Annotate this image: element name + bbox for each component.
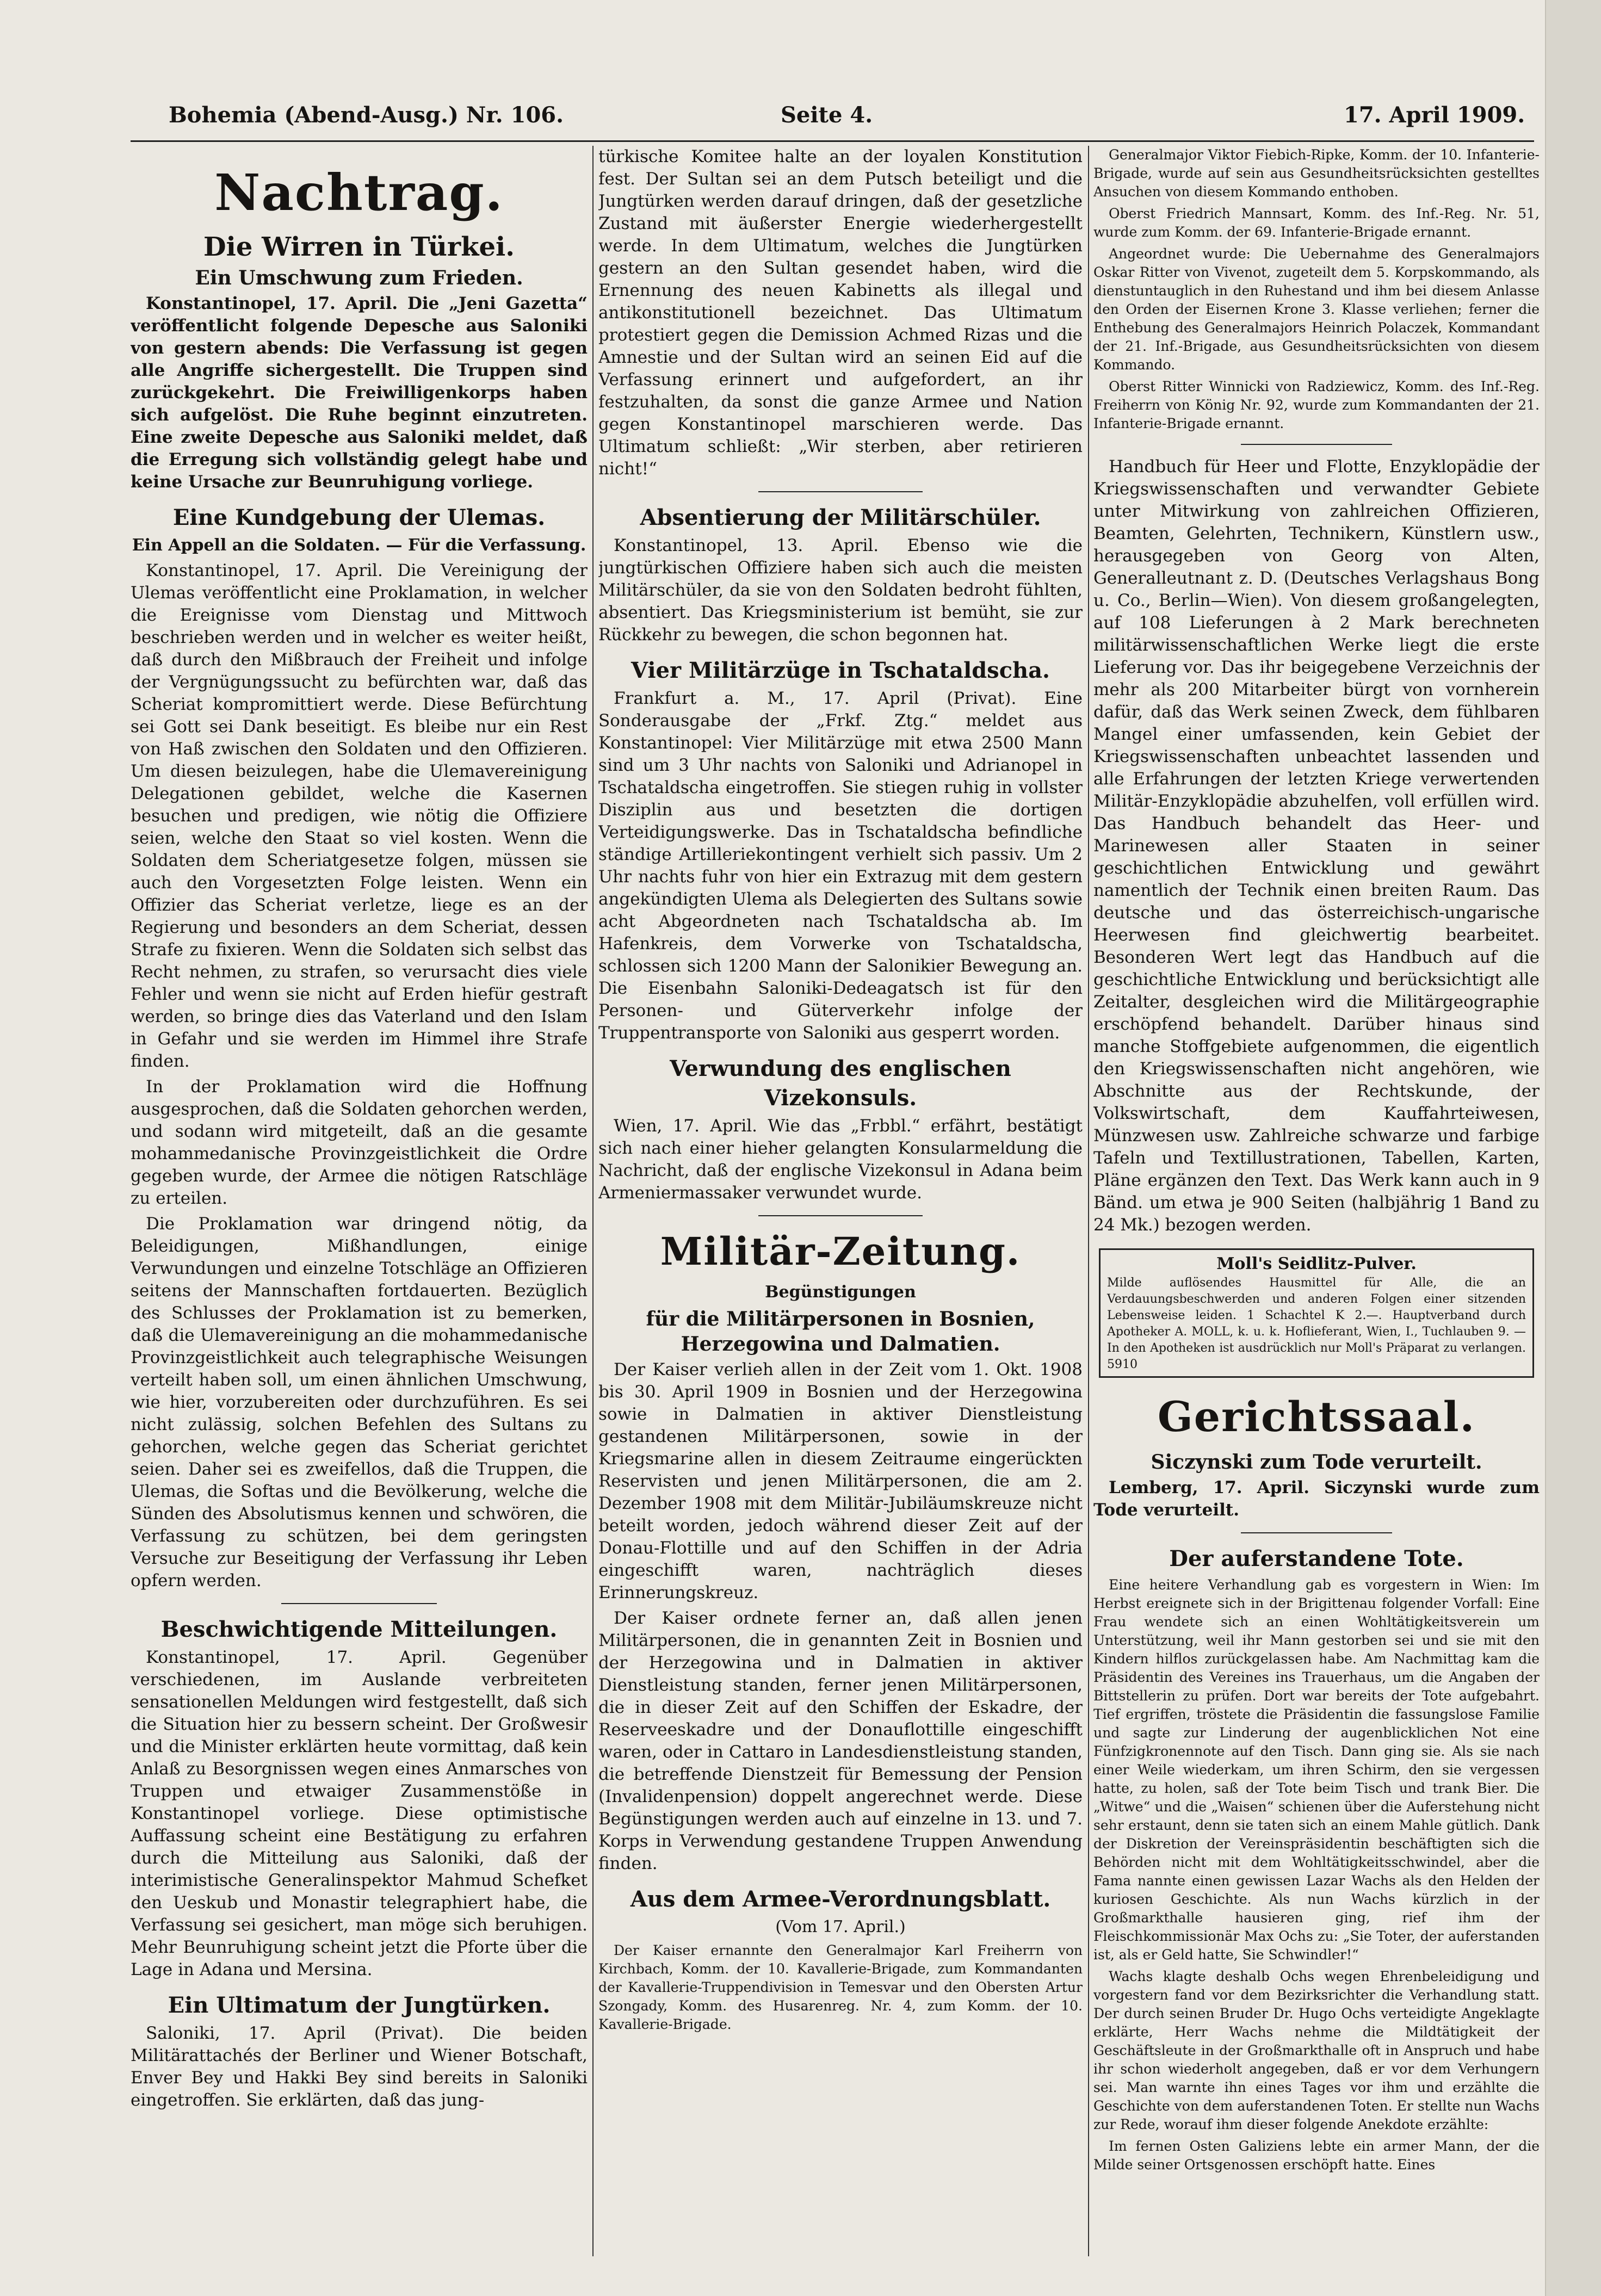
article-title: Aus dem Armee-Verordnungsblatt. xyxy=(630,1886,1051,1912)
article-paragraph: Lemberg, 17. April. Siczynski wurde zum Tode verurteilt. xyxy=(1093,1478,1540,1520)
article-paragraph: Der Kaiser verlieh allen in der Zeit vom 1. Okt. 1908 bis 30. April 1909 in Bosnien und der Herzegowina sowie in Dalmatien in aktiver Dienstleistung gestandenen Militärpersonen, sowie in der Kriegsmarine allen in diesem Zeitraume eingerückten Reservisten und jenen Militärpersonen, die am 2. Dezember 1908 mit dem Militär-Jubiläumskreuze nicht beteilt worden, jedoch während dieser Zeit auf der Donau-Flottille und auf den Schiffen in der Adria eingeschifft waren, nachträglich dieses Erinnerungskreuz. xyxy=(598,1360,1083,1602)
article-paragraph: Die Proklamation war dringend nötig, da Beleidigungen, Mißhandlungen, einige Verwundungen und einzelne Totschläge an Offizieren seitens der Mannschaften fortdauerten. Bezüglich des Schlusses der Proklamation ist zu bemerken, daß die Ulemavereinigung an die mohammedanische Provinzgeistlichkeit auch telegraphische Weisungen verteilt haben soll, um einen ähnlichen Umschwung, wie hier, vorzubereiten oder durchzuführen. Es sei nicht zulässig, solchen Befehlen des Sultans zu gehorchen, welche gegen das Scheriat gerichtet seien. Daher sei es zweifellos, daß die Truppen, die Ulemas, die Softas und die Bevölkerung, welche die Sünden des Absolutismus kennen und schwören, die Verfassung zu schützen, bei dem geringsten Versuche zur Beseitigung der Verfassung ihr Leben opfern werden. xyxy=(131,1214,588,1591)
column-rule xyxy=(592,146,594,2256)
article-date: (Vom 17. April.) xyxy=(775,1917,906,1936)
page-margin xyxy=(1545,0,1601,2296)
advertisement-title: Moll's Seidlitz-Pulver. xyxy=(1216,1254,1417,1273)
article-title: Siczynski zum Tode verurteilt. xyxy=(1151,1451,1482,1474)
article-paragraph: Der Kaiser ernannte den Generalmajor Karl Freiherrn von Kirchbach, Komm. der 10. Kavallerie-Brigade, zum Kommandanten der Kavallerie-Truppendivision in Temesvar und den Obersten Artur Szongady, Komm. des Husarenreg. Nr. 4, zum Komm. der 10. Kavallerie-Brigade. xyxy=(598,1942,1083,2032)
article-paragraph: Saloniki, 17. April (Privat). Die beiden Militärattachés der Berliner und Wiener Botschaft, Enver Bey und Hakki Bey sind bereits in Saloniki eingetroffen. Sie erklärten, daß das jung- xyxy=(131,2023,588,2110)
article-paragraph: In der Proklamation wird die Hoffnung ausgesprochen, daß die Soldaten gehorchen werden, und sodann wird mitgeteilt, daß an die gesamte mohammedanische Provinzgeistlichkeit die Ordre gegeben wurde, der Armee die nötigen Ratschläge zu erteilen. xyxy=(131,1077,588,1208)
article-paragraph: Konstantinopel, 17. April. Die „Jeni Gazetta“ veröffentlicht folgende Depesche aus Saloniki von gestern abends: Die Verfassung ist gegen alle Angriffe sichergestellt. Die Truppen sind zurückgekehrt. Die Freiwilligenkorps haben sich aufgelöst. Die Ruhe beginnt einzutreten. Eine zweite Depesche aus Saloniki meldet, daß die Erregung sich vollständig gelegt habe und keine Ursache zur Beunruhigung vorliege. xyxy=(131,294,588,492)
article-paragraph: Oberst Ritter Winnicki von Radziewicz, Komm. des Inf.-Reg. Freiherrn von König Nr. 92, wurde zum Kommandanten der 21. Infanterie-Brigade ernannt. xyxy=(1093,379,1540,431)
article-subtitle: Begünstigungen xyxy=(765,1283,916,1302)
article-paragraph: türkische Komitee halte an der loyalen Konstitution fest. Der Sultan sei an dem Putsch beteiligt und die Jungtürken werden darauf dringen, daß der gesetzliche Zustand mit äußerster Energie wiederhergestellt werde. In dem Ultimatum, welches die Jungtürken gestern an den Sultan gesendet haben, wird die Ernennung des neuen Kabinetts als illegal und antikonstitutionell bezeichnet. Das Ultimatum protestiert gegen die Demission Achmed Rizas und die Amnestie und der Sultan wird an seinen Eid auf die Verfassung erinnert und aufgefordert, an ihr festzuhalten, da sonst die ganze Armee und Nation gegen Konstantinopel marschieren werde. Das Ultimatum schließt: „Wir sterben, aber retirieren nicht!“ xyxy=(598,147,1083,479)
article-paragraph: Konstantinopel, 13. April. Ebenso wie die jungtürkischen Offiziere haben sich auch die meisten Militärschüler, da sie von den Soldaten bedroht fühlten, absentiert. Das Kriegsministerium ist bemüht, sie zur Rückkehr zu bewegen, die schon begonnen hat. xyxy=(598,536,1083,645)
advertisement-box xyxy=(1099,1248,1534,1378)
article-paragraph: Angeordnet wurde: Die Uebernahme des Generalmajors Oskar Ritter von Vivenot, zugeteilt dem 5. Korpskommando, als dienstuntauglich in den Ruhestand und ihm bei diesem Anlasse den Orden der Eisernen Krone 3. Klasse verliehen; ferner die Enthebung des Generalmajors Heinrich Polaczek, Kommandant der 21. Inf.-Brigade, aus Gesundheitsrücksichten von diesem Kommando. xyxy=(1093,246,1540,373)
article-title: für die Militärpersonen in Bosnien, Herzegowina und Dalmatien. xyxy=(646,1308,1035,1356)
column-3 xyxy=(1093,146,1540,2267)
article-paragraph: Generalmajor Viktor Fiebich-Ripke, Komm. der 10. Infanterie-Brigade, wurde auf sein aus Gesundheitsrücksichten gestelltes Ansuchen von diesem Kommando enthoben. xyxy=(1093,147,1540,200)
article-paragraph: Oberst Friedrich Mannsart, Komm. des Inf.-Reg. Nr. 51, wurde zum Komm. der 69. Infanterie-Brigade ernannt. xyxy=(1093,206,1540,240)
article-paragraph: Wien, 17. April. Wie das „Frbbl.“ erfährt, bestätigt sich nach einer hieher gelangten Konsularmeldung die Nachricht, daß der englische Vizekonsul in Adana beim Armeniermassaker verwundet wurde. xyxy=(598,1116,1083,1203)
article-paragraph: Eine heitere Verhandlung gab es vorgestern in Wien: Im Herbst ereignete sich in der Brigittenau folgender Vorfall: Eine Frau wendete sich an einen Wohltätigkeitsverein um Unterstützung, weil ihr Mann gestorben sei und sie mit den Kindern hilflos zurückgelassen habe. Am Nachmittag kam die Präsidentin des Vereines ins Trauerhaus, um die Angaben der Bittstellerin zu prüfen. Dort war bereits der Tote aufgebahrt. Tief ergriffen, tröstete die Präsidentin die fassungslose Familie und sagte zur Linderung der augenblicklichen Not eine Fünfzigkronennote auf den Tisch. Dann ging sie. Als sie nach einer Weile wiederkam, um ihren Schirm, den sie vergessen hatte, zu holen, saß der Tote beim Tisch und trank Bier. Die „Witwe“ und die „Waisen“ schienen über die Auferstehung nicht sehr erstaunt, denn sie taten sich an einem Mahle gütlich. Dank der Diskretion der Vereinspräsidentin beschäftigten sich die Behörden nicht mit dem Wohltätigkeitsschwindel, aber die Fama nannte einen gewissen Lazar Wachs als den Helden der kuriosen Geschichte. Als nun Wachs kürzlich in der Großmarkthalle hausieren ging, rief ihm der Fleischkommissionär Max Ochs zu: „Sie Toter, der auferstanden ist, als er Geld hatte, Sie Schwindler!“ xyxy=(1093,1577,1540,1963)
header-issue: Bohemia (Abend-Ausg.) Nr. 106. xyxy=(169,102,564,128)
article-paragraph: Konstantinopel, 17. April. Gegenüber verschiedenen, im Auslande verbreiteten sensationellen Meldungen wird festgestellt, daß sich die Situation hier zu bessern scheint. Der Großwesir und die Minister erklärten heute vormittag, daß kein Anlaß zu Besorgnissen wegen eines Anmarsches von Truppen und etwaiger Zusammenstöße in Konstantinopel vorliege. Diese optimistische Auffassung scheint eine Bestätigung zu erfahren durch die Mitteilung aus Saloniki, daß der interimistische Generalinspektor Mahmud Schefket den Ueskub und Monastir telegraphiert habe, die Verfassung sei gesichert, man möge sich beruhigen. Mehr Beunruhigung scheint jetzt die Pforte über die Lage in Adana und Mersina. xyxy=(131,1648,588,1979)
article-title: Vier Militärzüge in Tschataldscha. xyxy=(631,658,1050,683)
article-paragraph: Der Kaiser ordnete ferner an, daß allen jenen Militärpersonen, die in genannten Zeit in Bosnien und der Herzegowina und in Dalmatien in aktiver Dienstleistung standen, ferner jenen Militärpersonen, die in dieser Zeit auf den Schiffen der Eskadre, der Reserveeskadre und der Donauflottille eingeschifft waren, oder in Cattaro in Landesdienstleistung standen, die betreffende Dienstzeit für Bemessung der Pension (Invalidenpension) doppelt angerechnet werde. Diese Begünstigungen werden auch auf einzelne in 13. und 7. Korps in Verwendung gestandene Truppen Anwendung finden. xyxy=(598,1608,1083,1873)
article-paragraph: Handbuch für Heer und Flotte, Enzyklopädie der Kriegswissenschaften und verwandter Gebiete unter Mitwirkung von zahlreichen Offizieren, Beamten, Gelehrten, Technikern, Künstlern usw., herausgegeben von Georg von Alten, Generalleutnant z. D. (Deutsches Verlagshaus Bong u. Co., Berlin—Wien). Von diesem großangelegten, auf 108 Lieferungen à 2 Mark berechneten militärwissenschaftlichen Werke liegt die erste Lieferung vor. Das ihr beigegebene Verzeichnis der mehr als 200 Mitarbeiter bürgt von vornherein dafür, daß das Werk seinen Zweck, dem fühlbaren Mangel einer umfassenden, kein Gebiet der Kriegswissenschaften unbeachtet lassenden und alle Erfahrungen der letzten Kriege verwertenden Militär-Enzyklopädie abzuhelfen, voll erfüllen wird. Das Handbuch behandelt das Heer- und Marinewesen aller Staaten in seiner geschichtlichen Entwicklung und gewährt namentlich der Technik einen breiten Raum. Das deutsche und das österreichisch-ungarische Heerwesen find gleichwertig bearbeitet. Besonderen Wert legt das Handbuch auf die geschichtliche Entwicklung und berücksichtigt alle Zeitalter, desgleichen wird die Militärgeographie erschöpfend behandelt. Darüber hinaus sind manche Stoffgebiete aufgenommen, die eigentlich den Kriegswissenschaften nicht angehören, wie Abschnitte aus der Rechtskunde, der Volkswirtschaft, dem Kauffahrteiwesen, Münzwesen usw. Zahlreiche schwarze und farbige Tafeln und Textillustrationen, Tabellen, Karten, Pläne ergänzen den Text. Das Werk kann auch in 9 Bänd. um etwa je 900 Seiten (halbjährig 1 Band zu 24 Mk.) bezogen werden. xyxy=(1093,457,1540,1235)
separator xyxy=(758,491,923,492)
article-title: Beschwichtigende Mitteilungen. xyxy=(160,1617,558,1642)
separator xyxy=(281,1603,437,1604)
article-title: Verwundung des englischen Vizekonsuls. xyxy=(670,1056,1011,1111)
article-title: Eine Kundgebung der Ulemas. xyxy=(172,505,546,530)
article-paragraph: Frankfurt a. M., 17. April (Privat). Eine Sonderausgabe der „Frkf. Ztg.“ meldet aus Konstantinopel: Vier Militärzüge mit etwa 2500 Mann sind um 3 Uhr nachts von Saloniki und Adrianopel in Tschataldscha eingetroffen. Sie stiegen ruhig in vollster Disziplin aus und besetzten die dortigen Verteidigungswerke. Das in Tschataldscha befindliche ständige Artilleriekontingent verhielt sich passiv. Um 2 Uhr nachts fuhr von hier ein Extrazug mit dem gestern angekündigten Ulema als Delegierten des Sultans sowie acht Abgeordneten nach Tschataldscha ab. Im Hafenkreis, dem Vorwerke von Tschataldscha, schlossen sich 1200 Mann der Salonikier Bewegung an. Die Eisenbahn Saloniki-Dedeagatsch ist für den Personen- und Güterverkehr infolge der Truppentransporte von Saloniki aus gesperrt worden. xyxy=(598,689,1083,1043)
article-paragraph: Im fernen Osten Galiziens lebte ein armer Mann, der die Milde seiner Ortsgenossen erschöpft hatte. Eines xyxy=(1093,2138,1540,2173)
header-date: 17. April 1909. xyxy=(1344,102,1525,128)
article-subtitle: Ein Appell an die Soldaten. — Für die Verfassung. xyxy=(132,536,586,555)
separator xyxy=(1241,444,1393,445)
article-title: Absentierung der Militärschüler. xyxy=(640,505,1041,530)
separator xyxy=(758,1215,923,1216)
article-paragraph: Wachs klagte deshalb Ochs wegen Ehrenbeleidigung und vorgestern fand vor dem Bezirksrichter die Verhandlung statt. Der durch seinen Bruder Dr. Hugo Ochs verteidigte Angeklagte erklärte, Herr Wachs nehme die Mildtätigkeit der Geschäftsleute in der Großmarkthalle oft in Anspruch und habe ihr schon wiederholt angegeben, daß er vor dem Verhungern sei. Man warnte ihn eines Tages vor ihm und erzählte die Geschichte von dem auferstandenen Toten. Er stellte nun Wachs zur Rede, worauf ihm dieser folgende Anekdote erzählte: xyxy=(1093,1969,1540,2132)
column-rule xyxy=(1088,146,1089,2256)
subheadline: Ein Umschwung zum Frieden. xyxy=(195,267,523,289)
headline: Die Wirren in Türkei. xyxy=(203,232,515,262)
article-title: Der auferstandene Tote. xyxy=(1169,1546,1464,1571)
separator xyxy=(1241,1532,1393,1533)
header-rule xyxy=(131,140,1534,142)
column-2 xyxy=(598,146,1083,2267)
article-title: Ein Ultimatum der Jungtürken. xyxy=(168,1992,551,2018)
article-paragraph: Konstantinopel, 17. April. Die Vereinigung der Ulemas veröffentlicht eine Proklamation, in welcher die Ereignisse vom Dienstag und Mittwoch beschrieben werden und in welcher es weiter heißt, daß durch den Mißbrauch der Freiheit und infolge der Vergnügungssucht zu befürchten war, daß das Scheriat kompromittiert werde. Diese Befürchtung sei Gott sei Dank beseitigt. Es bleibe nur ein Rest von Haß zwischen den Soldaten und den Offizieren. Um diesen beizulegen, habe die Ulemavereinigung Delegationen gebildet, welche die Kasernen besuchen und predigen, wie nötig die Offiziere seien, welche den Staat so viel kosten. Wenn die Soldaten dem Scheriatgesetze folgen, müssen sie auch den Vorgesetzten Folge leisten. Wenn ein Offizier das Scheriat verletze, liege es an der Regierung und besonders an dem Scheriat, dessen Strafe zu fixieren. Wenn die Soldaten sich selbst das Recht nehmen, zu strafen, so verursacht dies viele Fehler und wenn sie nicht auf Erden hiefür gestraft werden, so bringe dies das Vaterland und den Islam in Gefahr und sie werden im Himmel ihre Strafe finden. xyxy=(131,561,588,1071)
column-1 xyxy=(131,146,588,2267)
advertisement-text: Milde auflösendes Hausmittel für Alle, die an Verdauungsbeschwerden und anderen Folgen einer sitzenden Lebensweise leiden. 1 Schachtel K 2.—. Hauptverband durch Apotheker A. MOLL, k. u. k. Hoflieferant, Wien, I., Tuchlauben 9. — In den Apotheken ist ausdrücklich nur Moll's Präparat zu verlangen. 5910 xyxy=(1107,1276,1526,1371)
section-title-nachtrag: Nachtrag. xyxy=(214,163,504,222)
header-page-number: Seite 4. xyxy=(781,102,873,128)
section-title-militaer-zeitung: Militär-Zeitung. xyxy=(660,1229,1021,1274)
section-title-gerichtssaal: Gerichtssaal. xyxy=(1157,1393,1476,1441)
page-header xyxy=(169,102,1540,140)
